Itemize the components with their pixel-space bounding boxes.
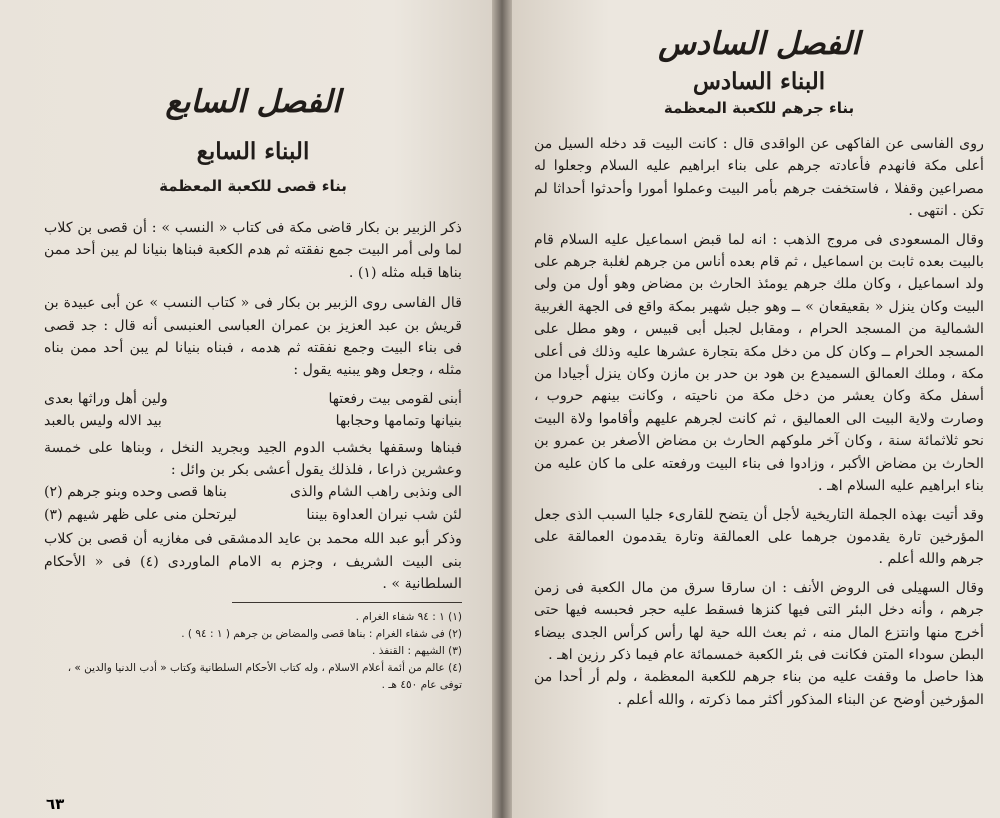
left-page: [0, 0, 492, 818]
footnote: (٣) الشيهم : القنفذ .: [372, 644, 462, 657]
footnote: (١) ١ : ٩٤ شفاء الغرام .: [355, 610, 462, 623]
verse-hemistich: ليرتحلن منى على ظهر شيهم (٣): [44, 506, 237, 523]
book-gutter: [492, 0, 512, 818]
verse-hemistich: أبنى لقومى بيت رفعتها: [328, 390, 462, 407]
section-subtitle: بناء جرهم للكعبة المعظمة: [663, 99, 855, 117]
paragraph: وقال السهيلى فى الروض الأنف : ان سارقا سرق من مال الكعبة فى زمن جرهم ، وأنه دخل البئر التى فيها كنزها فسقط عليه حجر فحبسه فيها حتى أخرج منها وانتزع المال منه ، ثم بعث الله حية لها رأس كرأس الجدى بيضاء البطن سوداء المتن فكانت فى بئر الكعبة خمسمائة عام فيما ذكر رزين اهـ .: [534, 579, 984, 663]
section-title: البناء السابع: [196, 138, 310, 165]
paragraph: وقد أتيت بهذه الجملة التاريخية لأجل أن يتضح للقارىء جليا السبب الذى جعل المؤرخين تارة يقدمون جرهما على العمالقة وتارة يقدمون العمالقة على جرهم والله أعلم .: [534, 506, 984, 568]
footnote: (٤) عالم من أئمة أعلام الاسلام ، وله كتاب الأحكام السلطانية وكتاب « أدب الدنيا والدين » ،: [67, 661, 462, 674]
section-subtitle: بناء قصى للكعبة المعظمة: [159, 177, 347, 195]
paragraph: قال الفاسى روى الزبير بن بكار فى « كتاب النسب » عن أبى عبيدة بن قريش بن عبد العزيز بن عمران العباسى العنبسى أنه قال : جد قصى فى بناء البيت وجمع نفقته ثم هدمه ، فبناه بنيانا لم يبن أحد ممن بناه مثله ، وجعل وهو يبنيه يقول :: [44, 295, 462, 379]
verse-hemistich: بناها قصى وحده وبنو جرهم (٢): [44, 484, 227, 501]
chapter-heading: الفصل السابع: [165, 84, 341, 120]
verse-hemistich: لئن شب نيران العداوة بيننا: [306, 506, 462, 523]
poem-verse: [44, 410, 462, 432]
poem-verse: [44, 388, 462, 410]
paragraph: وذكر أبو عبد الله محمد بن عايد الدمشقى فى مغازيه أن قصى بن كلاب بنى البيت الشريف ، وجزم به الامام الماوردى (٤) فى « الأحكام السلطانية » .: [44, 531, 462, 593]
footnote: توفى عام ٤٥٠ هـ .: [381, 678, 462, 691]
poem-verse: [44, 481, 462, 503]
verse-hemistich: بيد الاله وليس بالعبد: [44, 413, 162, 430]
paragraph: فبناها وسقفها بخشب الدوم الجيد وبجريد النخل ، وبناها على خمسة وعشرين ذراعا ، فلذلك يقول أعشى بكر بن وائل :: [44, 439, 462, 479]
paragraph: وقال المسعودى فى مروج الذهب : انه لما قبض اسماعيل عليه السلام قام بالبيت بعده ثابت بن اسماعيل ، ثم قام بعده أناس من جرهم لغلبة جرهم على ولد اسماعيل ، وكان ملك جرهم يومئذ الحارث بن مضاض وهو أول من ولى البيت وكان ينزل « بقعيقعان » ــ وهو جبل شهير بمكة واقع فى الجهة الغربية الشمالية من المسجد الحرام ، ومقابل لجبل أبى قبيس ، وهو مطل على المسجد الحرام ــ وكان كل من دخل مكة بتجارة عشرها عليه وذلك فى أعلى مكة ، وملك العمالق السميدع بن هود بن حدر بن مازن وكان ينزل أجيادا من أسفل مكة وكان يعشر من دخل مكة من ناحيته ، وكانت بينهم حروب ، وصارت ولاية البيت الى العماليق ، ثم كانت لجرهم عليهم وأقاموا ولاة البيت نحو ثلاثمائة سنة ، وكان آخر ملوكهم الحارث بن مضاض الأصغر بن عمرو بن الحارث بن مضاض الأكبر ، وزادوا فى بناء البيت ورفعته على ما كان عليه من بناء ابراهيم عليه السلام اهـ .: [534, 231, 984, 495]
verse-hemistich: الى ونذبى راهب الشام والذى: [289, 484, 462, 501]
paragraph: هذا حاصل ما وقفت عليه من بناء جرهم للكعبة المعظمة ، ولم أر أحدا من المؤرخين أوضح عن البناء المذكور أكثر مما ذكرته ، والله أعلم .: [534, 669, 984, 708]
chapter-heading: الفصل السادس: [658, 26, 860, 62]
section-title: البناء السادس: [692, 68, 826, 95]
footnote: (٢) فى شفاء الغرام : بناها قصى والمضاض بن جرهم ( ١ : ٩٤ ) .: [181, 627, 462, 640]
footnotes: [44, 609, 462, 694]
verse-hemistich: ولين أهل وراثها بعدى: [44, 390, 168, 407]
paragraph: ذكر الزبير بن بكار قاضى مكة فى كتاب « النسب » : أن قصى بن كلاب لما ولى أمر البيت جمع نفقته ثم هدم الكعبة فبناها بنيانا لم يبن أحد ممن بناها قبله مثله (١) .: [44, 220, 462, 281]
page-number: ٦٣: [46, 795, 65, 813]
footnote-divider: [232, 602, 462, 603]
verse-hemistich: بنيانها وتمامها وحجابها: [335, 413, 462, 430]
poem-verse: [44, 504, 462, 526]
right-page: [512, 0, 1000, 818]
paragraph: روى الفاسى عن الفاكهى عن الواقدى قال : كانت البيت قد دخله السيل من أعلى مكة فانهدم فأعادته جرهم على بناء ابراهيم عليه السلام وجعلوا له مصراعين وقفلا ، فاستخفت جرهم بأمر البيت وعملوا أمورا وأحدثوا أحداثا لم تكن . انتهى .: [534, 136, 984, 220]
